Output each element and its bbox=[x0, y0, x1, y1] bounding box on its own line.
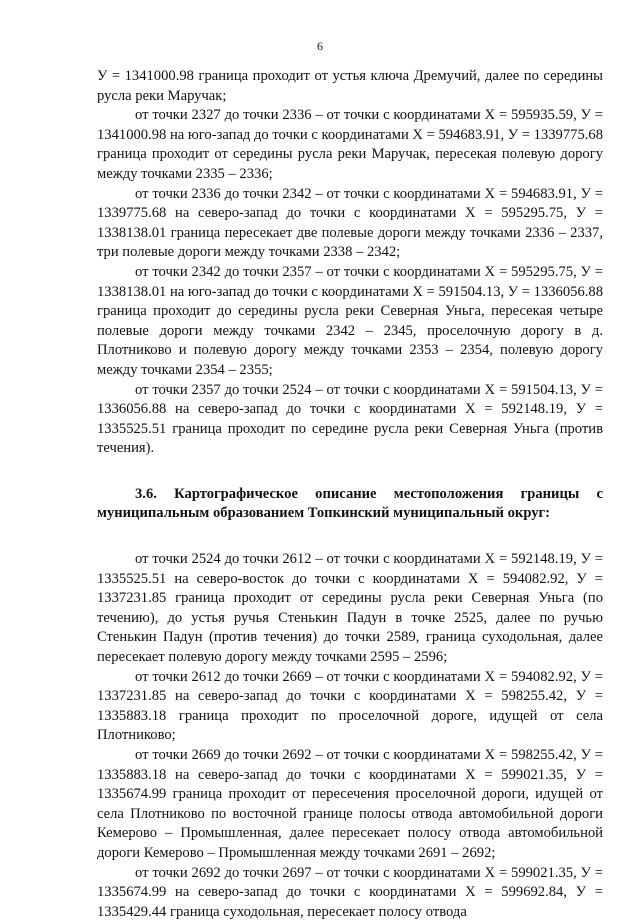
page-number: 6 bbox=[317, 39, 323, 53]
boundary-paragraph: от точки 2327 до точки 2336 – от точки с координатами Х = 595935.59, У = 1341000.98 на юго-запад до точки с координатами Х = 594683.91, У = 1339775.68 граница проходит от середины русла реки Маручак, пересекая полевую дорогу между точками 2335 – 2336; bbox=[97, 107, 603, 182]
document-body bbox=[97, 67, 603, 922]
boundary-paragraph: от точки 2612 до точки 2669 – от точки с координатами Х = 594082.92, У = 1337231.85 на северо-запад до точки с координатами Х = 598255.42, У = 1335883.18 граница проходит по проселочной дороге, идущей от села Плотниково; bbox=[97, 668, 603, 744]
boundary-paragraph: от точки 2357 до точки 2524 – от точки с координатами Х = 591504.13, У = 1336056.88 на северо-запад до точки с координатами Х = 592148.19, У = 1335525.51 граница проходит по середине русла реки Северная Уньга (против течения). bbox=[97, 381, 603, 457]
section-heading: 3.6. Картографическое описание местоположения границы с муниципальным образованием Топкинский муниципальный округ: bbox=[97, 485, 603, 522]
boundary-paragraph: от точки 2336 до точки 2342 – от точки с координатами Х = 594683.91, У = 1339775.68 на северо-запад до точки с координатами Х = 595295.75, У = 1338138.01 граница пересекает две полевые дороги между точками 2336 – 2337, три полевые дороги между точками 2338 – 2342; bbox=[97, 185, 603, 261]
continuation-paragraph: У = 1341000.98 граница проходит от устья ключа Дремучий, далее по середины русла реки Маручак; bbox=[97, 68, 603, 104]
boundary-paragraph: от точки 2669 до точки 2692 – от точки с координатами Х = 598255.42, У = 1335883.18 на северо-запад до точки с координатами Х = 599021.35, У = 1335674.99 граница проходит от пересечения проселочной дороги, идущей от села Плотниково по восточной границе полосы отвода автомобильной дороги Кемерово – Промышленная, далее пересекает полосу отвода автомобильной дороги Кемерово – Промышленная между точками 2691 – 2692; bbox=[97, 747, 603, 861]
boundary-paragraph: от точки 2524 до точки 2612 – от точки с координатами Х = 592148.19, У = 1335525.51 на северо-восток до точки с координатами Х = 594082.92, У = 1337231.85 граница проходит от середины русла реки Северная Уньга (по течению), до устья ручья Стенькин Падун в точке 2525, далее по ручью Стенькин Падун (против течения) до точки 2589, граница суходольная, далее пересекает полевую дорогу между точками 2595 – 2596; bbox=[97, 551, 603, 666]
boundary-paragraph: от точки 2692 до точки 2697 – от точки с координатами Х = 599021.35, У = 1335674.99 на северо-запад до точки с координатами Х = 599692.84, У = 1335429.44 граница суходольная, пересекает полосу отвода bbox=[97, 864, 603, 920]
boundary-paragraph: от точки 2342 до точки 2357 – от точки с координатами Х = 595295.75, У = 1338138.01 на юго-запад до точки с координатами Х = 591504.13, У = 1336056.88 граница проходит до середины русла реки Северная Уньга, пересекая четыре полевые дороги между точками 2342 – 2345, проселочную дорогу в д. Плотниково и полевую дорогу между точками 2353 – 2354, полевую дорогу между точками 2354 – 2355; bbox=[97, 263, 603, 378]
